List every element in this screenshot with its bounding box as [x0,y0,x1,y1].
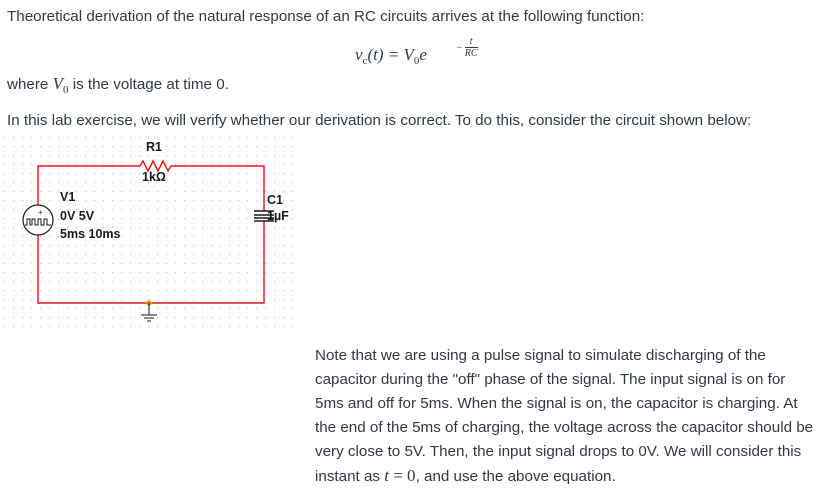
where-prefix: where [7,76,53,93]
intro-paragraph: Theoretical derivation of the natural response of an RC circuits arrives at the following function: [7,8,645,25]
v0-letter: V [52,74,63,93]
where-suffix: is the voltage at time 0. [68,76,229,93]
equation-base: $v_c(t) = V_0e$ [355,45,427,67]
exponent-sign: − [456,42,463,54]
v1-voltage-levels: 0V 5V [60,209,95,223]
equation-exponent [456,37,478,59]
natural-response-equation [355,35,485,69]
c1-value: 1µF [267,209,289,223]
lab-paragraph: In this lab exercise, we will verify whether our derivation is correct. To do this, consider the circuit shown below: [7,112,752,129]
note-tail: , and use the above equation. [415,468,616,485]
c1-label: C1 [267,193,283,207]
exponent-numerator: t [465,37,478,48]
rc-circuit-schematic [0,133,300,333]
r1-label: R1 [146,140,162,154]
note-paragraph [315,344,815,489]
where-paragraph [7,74,229,96]
v1-timing: 5ms 10ms [60,227,121,241]
r1-value: 1kΩ [142,170,166,184]
v0-subscript: 0 [62,84,69,96]
v0-symbol [52,74,69,96]
source-plus-sign: + [38,208,43,217]
note-text: Note that we are using a pulse signal to simulate discharging of the capacitor during the "off" phase of the signal. The input signal is on for 5ms and off for 5ms. When the signal is on, the capacitor is charging. At the end of the 5ms of charging, the voltage across the capacitor should be very close to 5V. Then, the input signal drops to 0V. We will consider this instant as [315,347,814,485]
v1-label: V1 [60,190,76,204]
exponent-denominator: RC [464,48,478,59]
t-equals-zero: = 0 [388,466,416,485]
t-symbol: t [384,466,389,485]
